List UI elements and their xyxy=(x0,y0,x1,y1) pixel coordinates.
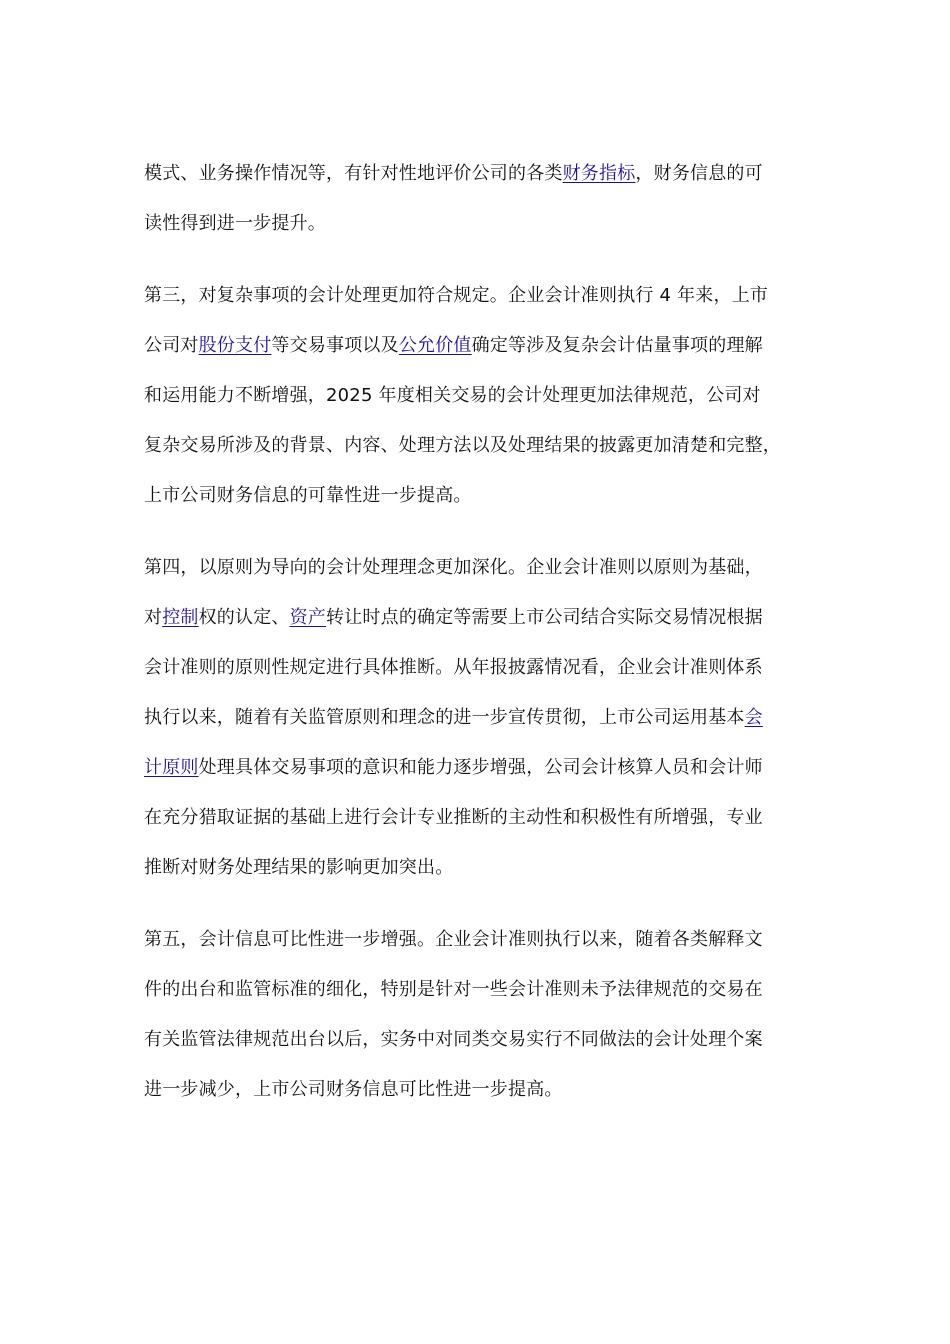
text-span: 会计准则的原则性规定进行具体推断。从年报披露情况看，企业会计准则体系 xyxy=(144,657,763,678)
text-line xyxy=(144,484,472,508)
keyword-link[interactable]: 财务指标 xyxy=(562,163,636,184)
text-line xyxy=(144,1078,563,1102)
text-span: 第三，对复杂事项的会计处理更加符合规定。企业会计准则执行 4 年来，上市 xyxy=(144,285,769,306)
text-line xyxy=(144,606,763,630)
text-span: 模式、业务操作情况等，有针对性地评价公司的各类 xyxy=(144,163,563,184)
text-span: ，财务信息的可 xyxy=(635,163,763,184)
text-span: 有关监管法律规范出台以后，实务中对同类交易实行不同做法的会计处理个案 xyxy=(144,1029,763,1050)
text-line xyxy=(144,434,781,458)
keyword-link[interactable]: 会 xyxy=(744,707,763,728)
text-span: 第五，会计信息可比性进一步增强。企业会计准则执行以来，随着各类解释文 xyxy=(144,929,763,950)
keyword-link[interactable]: 股份支付 xyxy=(198,335,272,356)
text-span: 权的认定、 xyxy=(198,607,290,628)
text-span: 推断对财务处理结果的影响更加突出。 xyxy=(144,857,454,878)
text-line xyxy=(144,334,763,358)
keyword-link[interactable]: 资产 xyxy=(289,607,327,628)
text-span: 确定等涉及复杂会计估量事项的理解 xyxy=(471,335,763,356)
text-line xyxy=(144,756,763,780)
text-line xyxy=(144,212,326,236)
text-span: 在充分猎取证据的基础上进行会计专业推断的主动性和积极性有所增强，专业 xyxy=(144,807,763,828)
text-span: 等交易事项以及 xyxy=(271,335,399,356)
keyword-link[interactable]: 计原则 xyxy=(144,757,199,778)
text-line xyxy=(144,928,763,952)
text-span: 处理具体交易事项的意识和能力逐步增强，公司会计核算人员和会计师 xyxy=(198,757,763,778)
text-span: 第四，以原则为导向的会计处理理念更加深化。企业会计准则以原则为基础， xyxy=(144,557,763,578)
keyword-link[interactable]: 公允价值 xyxy=(398,335,472,356)
text-line xyxy=(144,706,763,730)
text-span: 复杂交易所涉及的背景、内容、处理方法以及处理结果的披露更加清楚和完整， xyxy=(144,435,781,456)
text-span: 件的出台和监管标准的细化，特别是针对一些会计准则未予法律规范的交易在 xyxy=(144,979,763,1000)
text-span: 进一步减少，上市公司财务信息可比性进一步提高。 xyxy=(144,1079,563,1100)
text-line xyxy=(144,1028,763,1052)
text-line xyxy=(144,284,768,308)
text-span: 和运用能力不断增强，2025 年度相关交易的会计处理更加法律规范，公司对 xyxy=(144,385,761,406)
text-line xyxy=(144,656,763,680)
text-span: 对 xyxy=(144,607,163,628)
text-line xyxy=(144,556,763,580)
text-line xyxy=(144,978,763,1002)
keyword-link[interactable]: 控制 xyxy=(162,607,199,628)
text-span: 执行以来，随着有关监管原则和理念的进一步宣传贯彻，上市公司运用基本 xyxy=(144,707,745,728)
text-span: 读性得到进一步提升。 xyxy=(144,213,326,234)
text-span: 上市公司财务信息的可靠性进一步提高。 xyxy=(144,485,472,506)
text-span: 转让时点的确定等需要上市公司结合实际交易情况根据 xyxy=(326,607,763,628)
text-line xyxy=(144,162,763,186)
text-line xyxy=(144,384,761,408)
text-line xyxy=(144,806,763,830)
text-span: 公司对 xyxy=(144,335,199,356)
text-line xyxy=(144,856,453,880)
